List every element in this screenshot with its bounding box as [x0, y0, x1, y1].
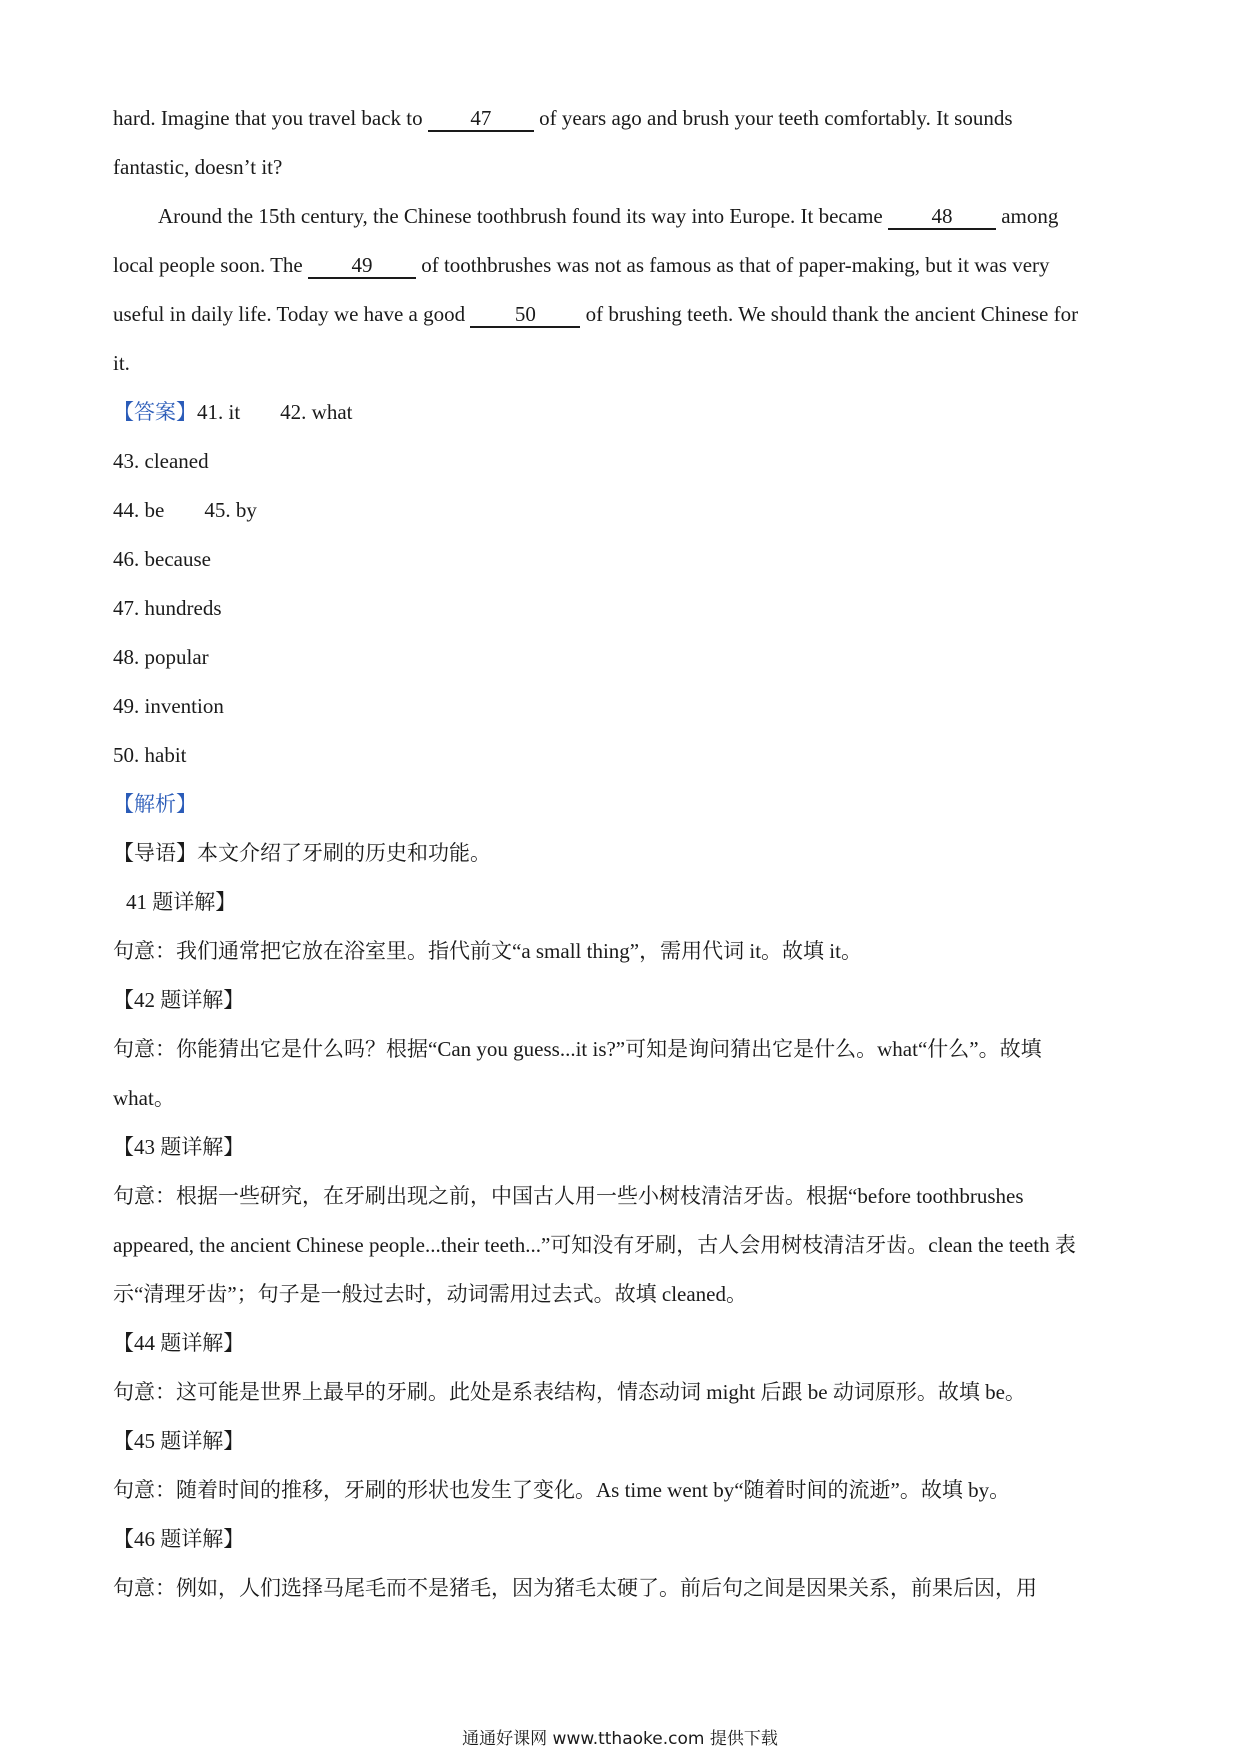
passage-text: of years ago and brush your teeth comfortably. It sounds: [533, 106, 1013, 130]
footer-watermark: 通通好课网 www.tthaoke.com 提供下载: [462, 1729, 778, 1749]
passage-line: [158, 201, 1058, 231]
explanation-43: 示“清理牙齿”；句子是一般过去时，动词需用过去式。故填 cleaned。: [113, 1282, 748, 1306]
passage-line: fantastic, doesn’t it?: [113, 155, 283, 179]
blank-47: 47: [428, 106, 534, 132]
passage-text: local people soon. The: [113, 253, 308, 277]
heading-44: 【44 题详解】: [113, 1331, 245, 1355]
explanation-41: 句意：我们通常把它放在浴室里。指代前文“a small thing”，需用代词 it。故填 it。: [113, 939, 862, 963]
answer-50: 50. habit: [113, 743, 187, 767]
answer-46: 46. because: [113, 547, 211, 571]
passage-text: of brushing teeth. We should thank the ancient Chinese for: [580, 302, 1079, 326]
answers-line: [113, 495, 257, 525]
explanation-42: 句意：你能猜出它是什么吗？根据“Can you guess...it is?”可知是询问猜出它是什么。what“什么”。故填: [113, 1037, 1042, 1061]
heading-46: 【46 题详解】: [113, 1527, 245, 1551]
explanation-44: 句意：这可能是世界上最早的牙刷。此处是系表结构，情态动词 might 后跟 be 动词原形。故填 be。: [113, 1380, 1026, 1404]
explanation-45: 句意：随着时间的推移，牙刷的形状也发生了变化。As time went by“随着时间的流逝”。故填 by。: [113, 1478, 1011, 1502]
passage-text: useful in daily life. Today we have a good: [113, 302, 471, 326]
heading-42: 【42 题详解】: [113, 988, 245, 1012]
blank-50: 50: [470, 302, 580, 328]
passage-text: among: [995, 204, 1059, 228]
analysis-tag: 【解析】: [113, 792, 197, 816]
passage-line: [113, 250, 1050, 280]
answer-49: 49. invention: [113, 694, 224, 718]
answer-47: 47. hundreds: [113, 596, 222, 620]
heading-43: 【43 题详解】: [113, 1135, 245, 1159]
passage-text: of toothbrushes was not as famous as that of paper-making, but it was very: [415, 253, 1050, 277]
passage-text: Around the 15th century, the Chinese toothbrush found its way into Europe. It became: [158, 204, 888, 228]
answer-42: 42. what: [280, 400, 353, 424]
answer-43: 43. cleaned: [113, 449, 209, 473]
explanation-43: appeared, the ancient Chinese people...their teeth...”可知没有牙刷，古人会用树枝清洁牙齿。clean the teeth 表: [113, 1233, 1076, 1257]
answer-41: 41. it: [197, 400, 241, 424]
explanation-42: what。: [113, 1086, 175, 1110]
answer-tag: 【答案】: [113, 400, 197, 424]
blank-49: 49: [308, 253, 416, 279]
passage-line: [113, 103, 1013, 133]
passage-line: it.: [113, 351, 130, 375]
blank-48: 48: [888, 204, 996, 230]
answers-line: [113, 397, 353, 427]
answer-48: 48. popular: [113, 645, 209, 669]
answer-45: 45. by: [204, 498, 257, 522]
explanation-46: 句意：例如，人们选择马尾毛而不是猪毛，因为猪毛太硬了。前后句之间是因果关系，前果后因，用: [113, 1576, 1037, 1600]
heading-45: 【45 题详解】: [113, 1429, 245, 1453]
answer-44: 44. be: [113, 498, 165, 522]
analysis-intro: 【导语】本文介绍了牙刷的历史和功能。: [113, 841, 491, 865]
passage-line: [113, 299, 1078, 329]
passage-text: hard. Imagine that you travel back to: [113, 106, 428, 130]
explanation-43: 句意：根据一些研究，在牙刷出现之前，中国古人用一些小树枝清洁牙齿。根据“before toothbrushes: [113, 1184, 1024, 1208]
heading-41: 41 题详解】: [126, 890, 237, 914]
